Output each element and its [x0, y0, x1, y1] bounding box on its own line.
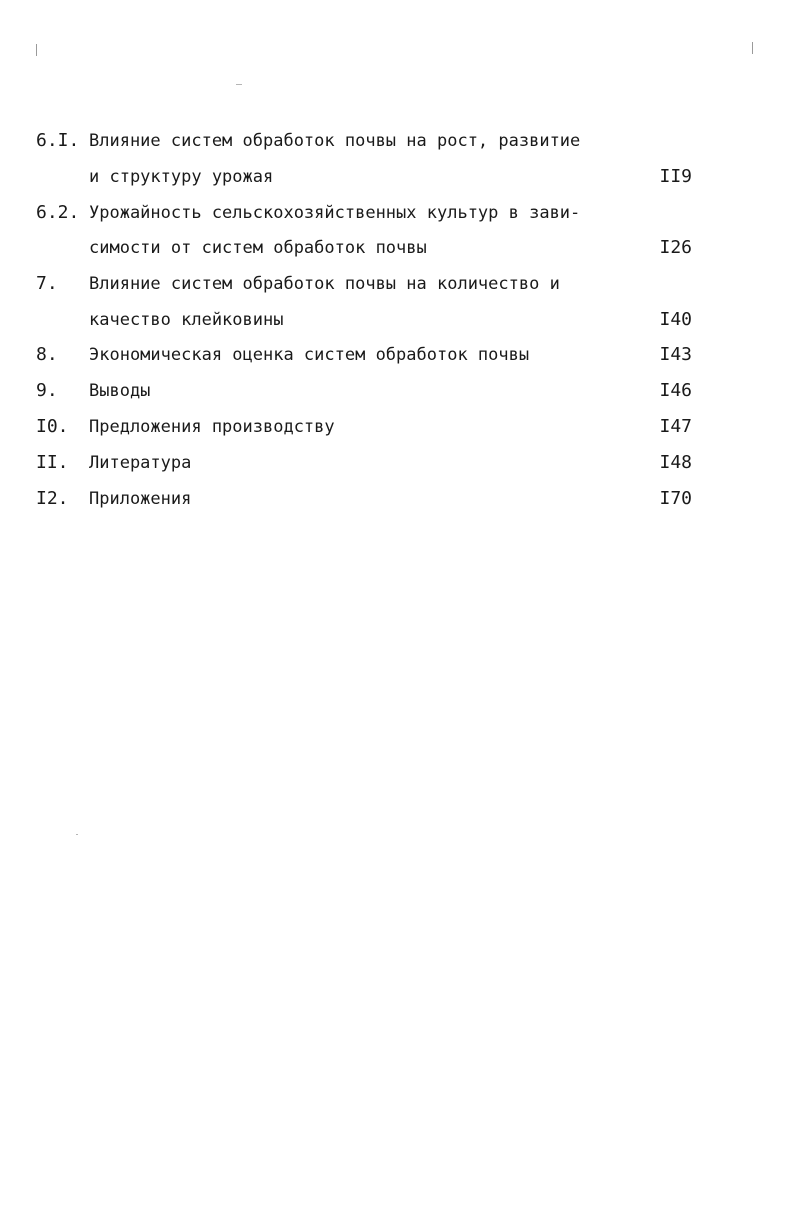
- toc-entry-title-continued: качество клейковины: [89, 310, 284, 330]
- toc-entry-8: [0, 340, 798, 370]
- toc-entry-6-1-line-1: [0, 126, 798, 156]
- toc-entry-6-1-line-2: [0, 162, 798, 192]
- toc-entry-number: 6.2.: [36, 202, 80, 223]
- toc-entry-title: Приложения: [89, 489, 192, 509]
- toc-entry-12: [0, 484, 798, 514]
- toc-entry-page: II9: [659, 166, 692, 187]
- toc-entry-title-continued: симости от систем обработок почвы: [89, 238, 427, 258]
- toc-entry-title: Предложения производству: [89, 417, 335, 437]
- toc-entry-title: Литература: [89, 453, 192, 473]
- toc-entry-number: 7.: [36, 273, 58, 294]
- toc-entry-title: Влияние систем обработок почвы на рост, развитие: [89, 131, 581, 151]
- toc-entry-number: II.: [36, 452, 69, 473]
- toc-entry-6-2-line-1: [0, 198, 798, 228]
- toc-entry-title: Выводы: [89, 381, 151, 401]
- toc-entry-number: I0.: [36, 416, 69, 437]
- toc-entry-number: 6.I.: [36, 130, 80, 151]
- toc-entry-9: [0, 376, 798, 406]
- toc-entry-title: Экономическая оценка систем обработок почвы: [89, 345, 530, 365]
- toc-entry-10: [0, 412, 798, 442]
- toc-entry-page: I46: [659, 380, 692, 401]
- toc-entry-page: I47: [659, 416, 692, 437]
- toc-entry-title: Влияние систем обработок почвы на количество и: [89, 274, 560, 294]
- toc-entry-7-line-1: [0, 269, 798, 299]
- scan-mark-dot: [76, 834, 78, 835]
- toc-entry-page: I43: [659, 344, 692, 365]
- toc-entry-page: I48: [659, 452, 692, 473]
- toc-entry-6-2-line-2: [0, 233, 798, 263]
- toc-entry-page: I26: [659, 237, 692, 258]
- scan-mark-right: [752, 42, 753, 54]
- toc-entry-number: 9.: [36, 380, 58, 401]
- toc-entry-title: Урожайность сельскохозяйственных культур в зави-: [89, 203, 581, 223]
- toc-entry-7-line-2: [0, 305, 798, 335]
- scan-mark-dash: [236, 84, 242, 85]
- toc-entry-page: I40: [659, 309, 692, 330]
- toc-entry-title-continued: и структуру урожая: [89, 167, 274, 187]
- toc-entry-page: I70: [659, 488, 692, 509]
- toc-entry-number: I2.: [36, 488, 69, 509]
- toc-entry-number: 8.: [36, 344, 58, 365]
- scan-mark-left: [36, 44, 37, 56]
- toc-entry-11: [0, 448, 798, 478]
